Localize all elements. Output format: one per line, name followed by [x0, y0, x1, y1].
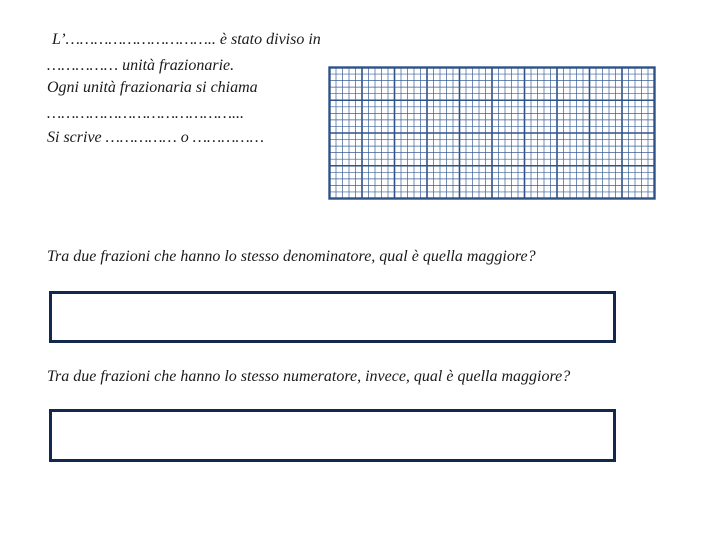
- question-1: Tra due frazioni che hanno lo stesso denominatore, qual è quella maggiore?: [47, 248, 536, 265]
- unit-grid: [328, 66, 656, 200]
- answer-box-1[interactable]: [49, 291, 616, 343]
- definition-line-3: Ogni unità frazionaria si chiama: [47, 79, 258, 96]
- definition-line-2: …………… unità frazionarie.: [47, 57, 235, 74]
- question-2: Tra due frazioni che hanno lo stesso numeratore, invece, qual è quella maggiore?: [47, 368, 571, 385]
- definition-line-4: …………………………………...: [47, 105, 244, 122]
- answer-box-2[interactable]: [49, 409, 616, 462]
- definition-line-1: L’………………………….. è stato diviso in: [52, 31, 321, 48]
- definition-line-5: Si scrive …………… o ……………: [47, 129, 264, 146]
